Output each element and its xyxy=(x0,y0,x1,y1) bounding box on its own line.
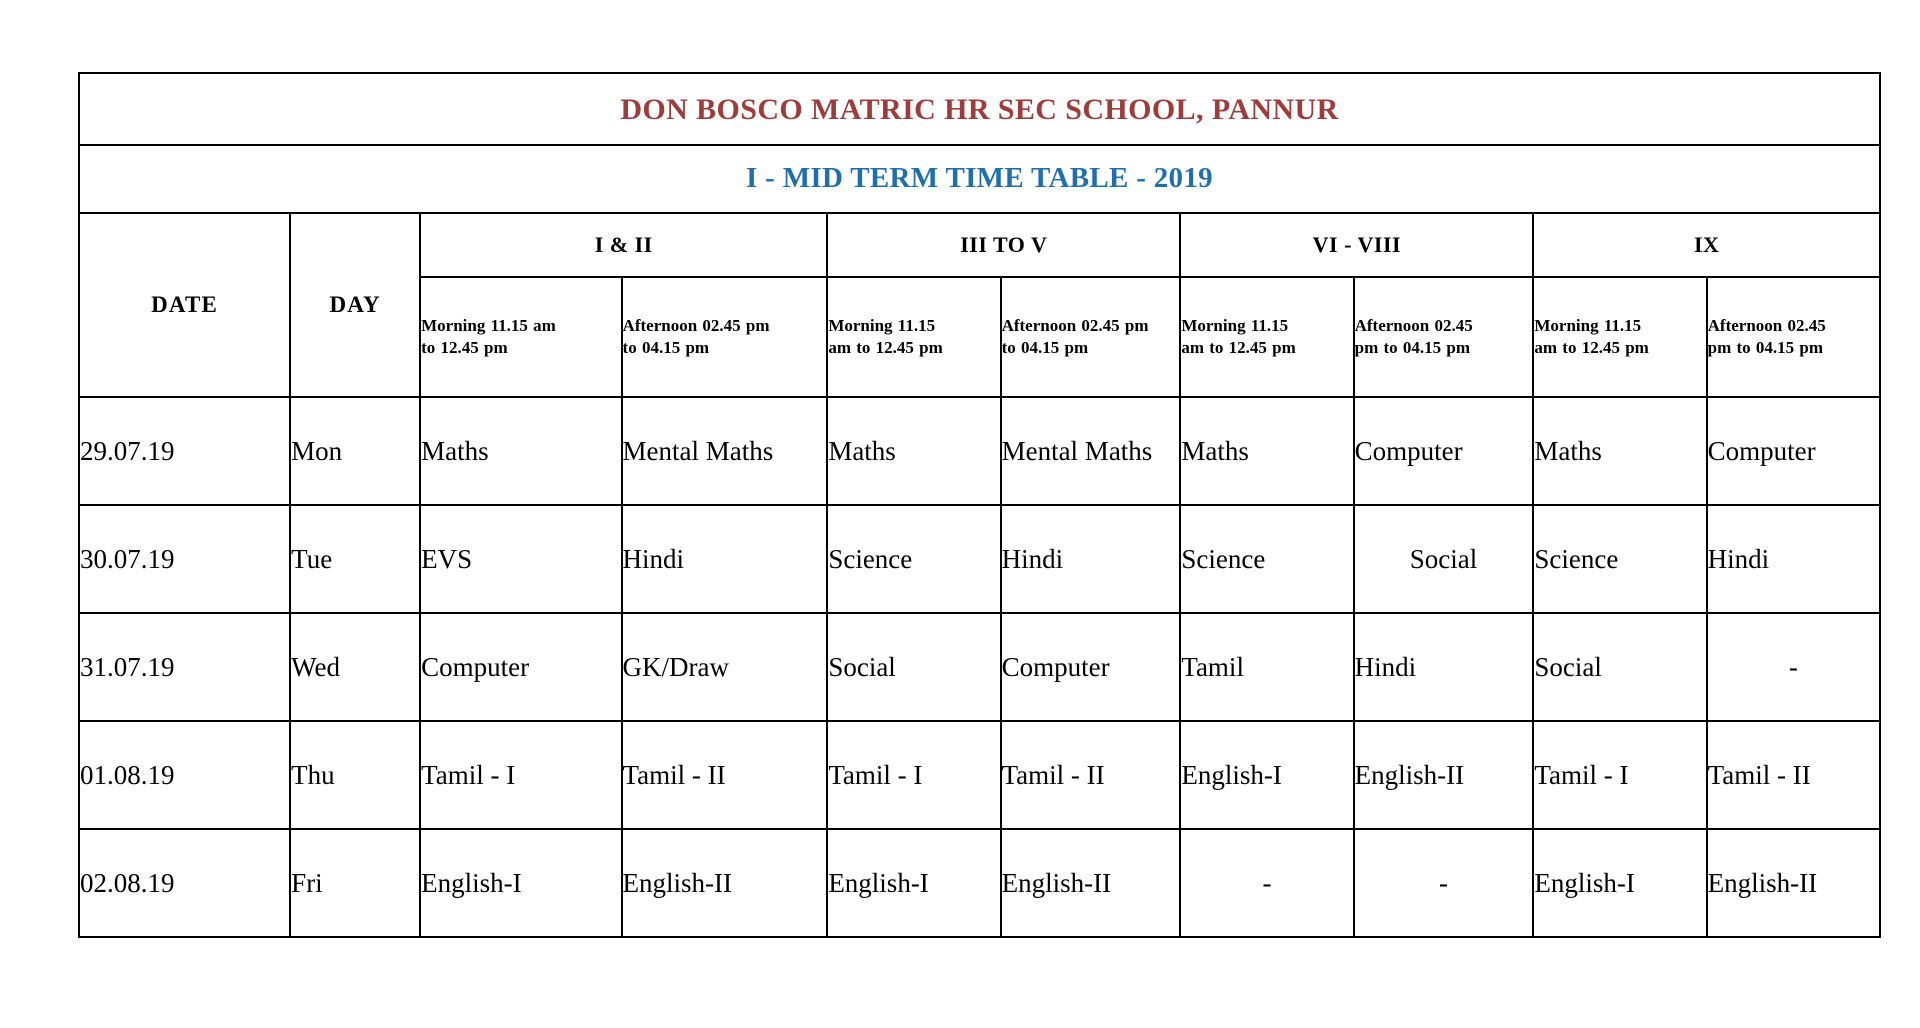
row-day: Fri xyxy=(290,829,420,937)
cell-vi-viii-morning: English-I xyxy=(1180,721,1353,829)
row-day: Wed xyxy=(290,613,420,721)
slot-header-5-line1: Afternoon 02.45 xyxy=(1354,315,1473,335)
cell-ix-afternoon: Hindi xyxy=(1707,505,1880,613)
cell-iii-v-morning: English-I xyxy=(827,829,1000,937)
school-name-cell xyxy=(79,73,1880,145)
slot-header-4 xyxy=(1180,277,1353,397)
slot-header-3 xyxy=(1001,277,1181,397)
exam-title: I - MID TERM TIME TABLE - 2019 xyxy=(746,162,1213,195)
slot-header-7 xyxy=(1707,277,1880,397)
slot-header-0 xyxy=(420,277,621,397)
group-header-iii-to-v: III TO V xyxy=(827,213,1180,277)
cell-iii-v-morning: Science xyxy=(827,505,1000,613)
row-day: Mon xyxy=(290,397,420,505)
slot-header-2-line2: am to 12.45 pm xyxy=(828,338,943,357)
row-day: Thu xyxy=(290,721,420,829)
cell-vi-viii-afternoon: Computer xyxy=(1354,397,1534,505)
slot-header-5 xyxy=(1354,277,1534,397)
cell-iii-v-afternoon: Computer xyxy=(1001,613,1181,721)
cell-vi-viii-morning: Science xyxy=(1180,505,1353,613)
timetable-table xyxy=(78,72,1881,938)
cell-ix-morning: Tamil - I xyxy=(1533,721,1706,829)
cell-vi-viii-morning: - xyxy=(1180,829,1353,937)
cell-ix-afternoon: - xyxy=(1707,613,1880,721)
cell-i-ii-morning: Computer xyxy=(420,613,621,721)
slot-header-1-line1: Afternoon 02.45 pm xyxy=(622,315,770,335)
cell-iii-v-afternoon: Tamil - II xyxy=(1001,721,1181,829)
cell-vi-viii-afternoon: Social xyxy=(1354,505,1534,613)
table-row xyxy=(79,829,1880,937)
cell-i-ii-afternoon: Mental Maths xyxy=(622,397,828,505)
day-column-header: DAY xyxy=(290,213,420,397)
school-name-row xyxy=(79,73,1880,145)
cell-iii-v-afternoon: English-II xyxy=(1001,829,1181,937)
exam-title-cell xyxy=(79,145,1880,213)
table-row xyxy=(79,721,1880,829)
slot-header-1-line2: to 04.15 pm xyxy=(622,338,710,357)
slot-header-7-line2: pm to 04.15 pm xyxy=(1707,338,1824,357)
group-header-row xyxy=(79,213,1880,277)
table-row xyxy=(79,505,1880,613)
cell-ix-morning: Science xyxy=(1533,505,1706,613)
slot-header-5-line2: pm to 04.15 pm xyxy=(1354,338,1471,357)
school-name: DON BOSCO MATRIC HR SEC SCHOOL, PANNUR xyxy=(620,92,1339,126)
slot-header-0-line2: to 12.45 pm xyxy=(421,338,508,357)
row-date: 31.07.19 xyxy=(79,613,290,721)
cell-i-ii-afternoon: Hindi xyxy=(622,505,828,613)
cell-ix-afternoon: English-II xyxy=(1707,829,1880,937)
cell-iii-v-morning: Social xyxy=(827,613,1000,721)
cell-i-ii-morning: Tamil - I xyxy=(420,721,621,829)
table-row xyxy=(79,397,1880,505)
row-date: 29.07.19 xyxy=(79,397,290,505)
cell-vi-viii-afternoon: Hindi xyxy=(1354,613,1534,721)
group-header-i-ii: I & II xyxy=(420,213,827,277)
slot-header-3-line2: to 04.15 pm xyxy=(1001,338,1089,357)
cell-ix-afternoon: Tamil - II xyxy=(1707,721,1880,829)
cell-i-ii-afternoon: GK/Draw xyxy=(622,613,828,721)
cell-vi-viii-morning: Tamil xyxy=(1180,613,1353,721)
exam-title-row xyxy=(79,145,1880,213)
cell-i-ii-morning: English-I xyxy=(420,829,621,937)
slot-header-1 xyxy=(622,277,828,397)
cell-ix-morning: Maths xyxy=(1533,397,1706,505)
date-column-header: DATE xyxy=(79,213,290,397)
slot-header-3-line1: Afternoon 02.45 pm xyxy=(1001,315,1149,335)
cell-i-ii-morning: EVS xyxy=(420,505,621,613)
cell-vi-viii-afternoon: English-II xyxy=(1354,721,1534,829)
cell-iii-v-morning: Maths xyxy=(827,397,1000,505)
row-date: 01.08.19 xyxy=(79,721,290,829)
group-header-ix: IX xyxy=(1533,213,1880,277)
slot-header-6-line1: Morning 11.15 xyxy=(1534,315,1642,335)
cell-iii-v-afternoon: Hindi xyxy=(1001,505,1181,613)
cell-ix-morning: Social xyxy=(1533,613,1706,721)
row-date: 02.08.19 xyxy=(79,829,290,937)
row-date: 30.07.19 xyxy=(79,505,290,613)
cell-vi-viii-afternoon: - xyxy=(1354,829,1534,937)
slot-header-4-line1: Morning 11.15 xyxy=(1181,315,1289,335)
slot-header-7-line1: Afternoon 02.45 xyxy=(1707,315,1826,335)
cell-i-ii-morning: Maths xyxy=(420,397,621,505)
slot-header-6 xyxy=(1533,277,1706,397)
row-day: Tue xyxy=(290,505,420,613)
cell-ix-morning: English-I xyxy=(1533,829,1706,937)
slot-header-2-line1: Morning 11.15 xyxy=(828,315,936,335)
cell-iii-v-afternoon: Mental Maths xyxy=(1001,397,1181,505)
cell-vi-viii-morning: Maths xyxy=(1180,397,1353,505)
cell-ix-afternoon: Computer xyxy=(1707,397,1880,505)
timetable-sheet xyxy=(78,72,1881,938)
slot-header-4-line2: am to 12.45 pm xyxy=(1181,338,1296,357)
cell-i-ii-afternoon: English-II xyxy=(622,829,828,937)
cell-iii-v-morning: Tamil - I xyxy=(827,721,1000,829)
group-header-vi-viii: VI - VIII xyxy=(1180,213,1533,277)
table-row xyxy=(79,613,1880,721)
slot-header-0-line1: Morning 11.15 am xyxy=(421,315,556,335)
slot-header-6-line2: am to 12.45 pm xyxy=(1534,338,1649,357)
cell-i-ii-afternoon: Tamil - II xyxy=(622,721,828,829)
slot-header-2 xyxy=(827,277,1000,397)
